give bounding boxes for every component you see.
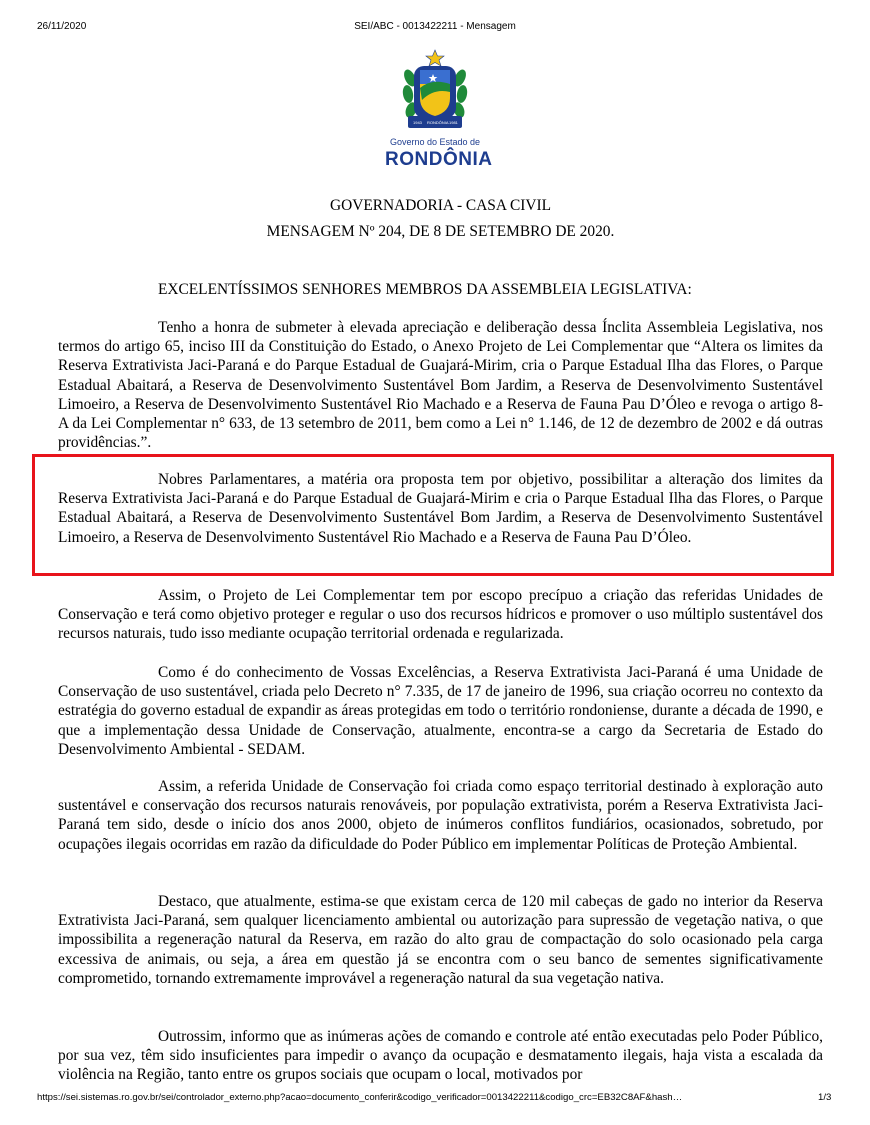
print-header-title: SEI/ABC - 0013422211 - Mensagem <box>354 21 516 32</box>
paragraph-6: Destaco, que atualmente, estima-se que existam cerca de 120 mil cabeças de gado no interior da Reserva Extrativista Jaci-Paraná, sem qualquer licenciamento ambiental ou autorização para supressão de vegetação nativa, o que impossibilita a regeneração natural da Reserva, em razão do alto grau de compactação do solo ocasionado pela carga excessiva de animais, ou seja, a área em questão já se encontra com o seu banco de sementes significativamente comprometido, tornando extremamente improvável a regeneração natural da sua vegetação nativa. <box>58 893 823 987</box>
paragraph-4: Como é do conhecimento de Vossas Excelências, a Reserva Extrativista Jaci-Paraná é uma Unidade de Conservação de uso sustentável, criada pelo Decreto n° 7.335, de 17 de janeiro de 1996, sua criação ocorreu no contexto da estratégia do governo estadual de expandir as áreas protegidas em todo o território rondoniense, durante a década de 1990, e que a implementação dessa Unidade de Conservação, atualmente, encontra-se a cargo da Secretaria de Estado do Desenvolvimento Ambiental - SEDAM. <box>58 664 823 758</box>
paragraph-1: Tenho a honra de submeter à elevada apreciação e deliberação dessa Ínclita Assembleia Legislativa, nos termos do artigo 65, inciso III da Constituição do Estado, o Anexo Projeto de Lei Complementar que “Altera os limites da Reserva Extrativista Jaci-Paraná e do Parque Estadual de Guajará-Mirim, cria o Parque Estadual Ilha das Flores, o Parque Estadual Abaitará, a Reserva de Desenvolvimento Sustentável Bom Jardim, a Reserva de Desenvolvimento Sustentável Limoeiro, a Reserva de Desenvolvimento Sustentável Rio Machado e a Reserva de Fauna Pau D’Óleo e revoga o artigo 8-A da Lei Complementar n° 633, de 13 setembro de 2011, bem como a Lei n° 1.146, de 12 de dezembro de 2002 e dá outras providências.”. <box>58 319 823 452</box>
document-heading-line1: GOVERNADORIA - CASA CIVIL <box>329 197 552 214</box>
paragraph-5: Assim, a referida Unidade de Conservação foi criada como espaço territorial destinado à exploração auto sustentável e conservação dos recursos naturais renováveis, por população extrativista, porém a Reserva Extrativista Jaci-Paraná tem sido, desde o início dos anos 2000, objeto de inúmeros conflitos fundiários, ocasionados, sobretudo, por ocupações ilegais ocorridas em razão da dificuldade do Poder Público em implementar Políticas de Proteção Ambiental. <box>58 778 823 853</box>
red-highlight-box <box>32 454 834 576</box>
print-header-date: 26/11/2020 <box>37 21 87 32</box>
document-heading-line2: MENSAGEM Nº 204, DE 8 DE SETEMBRO DE 2020. <box>266 223 615 240</box>
logo-year-right: 1981 <box>449 120 458 125</box>
paragraph-7: Outrossim, informo que as inúmeras ações de comando e controle até então executadas pelo Poder Público, por sua vez, têm sido insuficientes para impedir o avanço da ocupação e desmatamento ilegais, haja vista a escalada da violência na Região, tanto entre os grupos sociais que ocupam o local, motivados por <box>58 1028 823 1084</box>
logo-caption-line1: Governo do Estado de <box>389 137 481 147</box>
print-footer-url: https://sei.sistemas.ro.gov.br/sei/controlador_externo.php?acao=documento_conferir&codigo_verificador=0013422211&codigo_crc=EB32C8AF&hash… <box>37 1092 683 1103</box>
government-logo <box>385 48 493 180</box>
logo-year-left: 1943 <box>413 120 422 125</box>
paragraph-2-highlighted: Nobres Parlamentares, a matéria ora proposta tem por objetivo, possibilitar a alteração dos limites da Reserva Extrativista Jaci-Paraná e do Parque Estadual de Guajará-Mirim e cria o Parque Estadual Ilha das Flores, o Parque Estadual Abaitará, a Reserva de Desenvolvimento Sustentável Bom Jardim, a Reserva de Desenvolvimento Sustentável Limoeiro, a Reserva de Desenvolvimento Sustentável Rio Machado e a Reserva de Fauna Pau D’Óleo. <box>58 471 823 546</box>
logo-banner-text: RONDÔNIA <box>427 120 449 125</box>
paragraph-3: Assim, o Projeto de Lei Complementar tem por escopo precípuo a criação das referidas Unidades de Conservação e terá como objetivo proteger e regular o uso dos recursos hídricos e promover o uso múltiplo sustentável dos recursos naturais, tudo isso mediante ocupação territorial ordenada e regularizada. <box>58 587 823 643</box>
state-coat-of-arms-icon <box>400 48 470 136</box>
salutation: EXCELENTÍSSIMOS SENHORES MEMBROS DA ASSEMBLEIA LEGISLATIVA: <box>158 281 692 298</box>
logo-caption-line2: RONDÔNIA <box>385 149 493 170</box>
print-footer-page-number: 1/3 <box>818 1092 832 1103</box>
